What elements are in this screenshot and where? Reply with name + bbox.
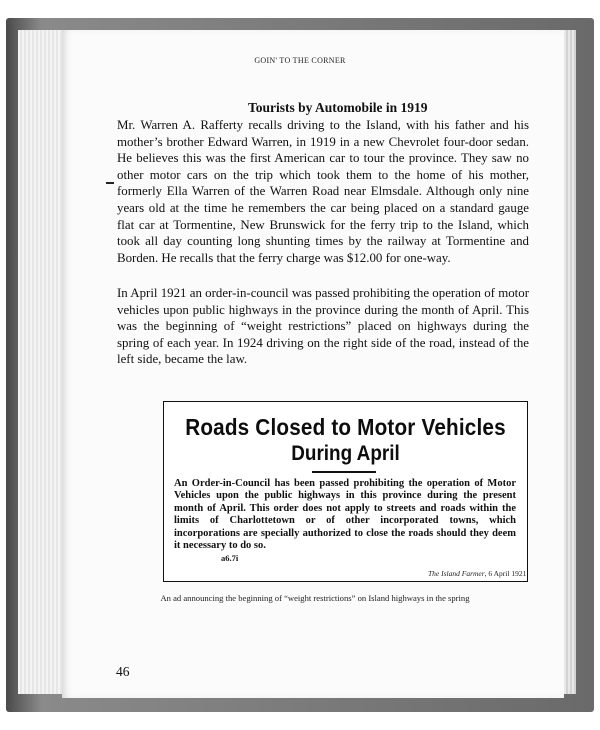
margin-mark <box>106 182 114 184</box>
paragraph-2: In April 1921 an order-in-council was passed prohibiting the operation of motor vehicles upon public highways in the province during the month of April. This was the beginning of “weight restrictions” placed on highways during the spring of each year. In 1924 driving on the right side of the road, instead of the left side, became the law. <box>117 286 529 367</box>
credit-source: The Island Farmer <box>428 569 485 578</box>
ad-subheadline: During April <box>291 442 400 465</box>
figure-caption: An ad announcing the beginning of “weight restrictions” on Island highways in the spring <box>160 593 470 603</box>
section-title: Tourists by Automobile in 1919 <box>248 100 428 115</box>
paragraph-1: Mr. Warren A. Rafferty recalls driving to the Island, with his father and his mother’s brother Edward Warren, in 1919 in a new Chevrolet four-door sedan. He believes this was the first American car to tour the province. They saw no other motor cars on the trip which took them to the home of his mother, formerly Ella Warren of the Warren Road near Elmsdale. Although only nine years old at the time he remembers the car being placed on a standard gauge flat car at Tormentine, New Brunswick for the ferry trip to the Island, which took all day counting long shunting times by the railway at Tormentine and Borden. He recalls that the ferry charge was $12.00 for one-way. <box>117 118 529 265</box>
page-number: 46 <box>116 664 130 679</box>
ad-code: a6.7i <box>221 553 239 563</box>
ad-body-text: An Order-in-Council has been passed prohibiting the operation of Motor Vehicles upon the public highways in this province during the present month of April. This order does not apply to streets and roads within the limits of Charlottetown or of other incorporated towns, which incorporations are specially authorized to close the roads should they deem it necessary to do so. <box>174 478 516 552</box>
newspaper-advertisement <box>163 401 528 582</box>
credit-date: , 6 April 1921 <box>484 569 527 578</box>
ad-divider <box>312 471 376 473</box>
ad-credit <box>428 569 526 578</box>
ad-headline: Roads Closed to Motor Vehicles <box>185 414 506 440</box>
running-head: GOIN' TO THE CORNER <box>254 56 346 65</box>
